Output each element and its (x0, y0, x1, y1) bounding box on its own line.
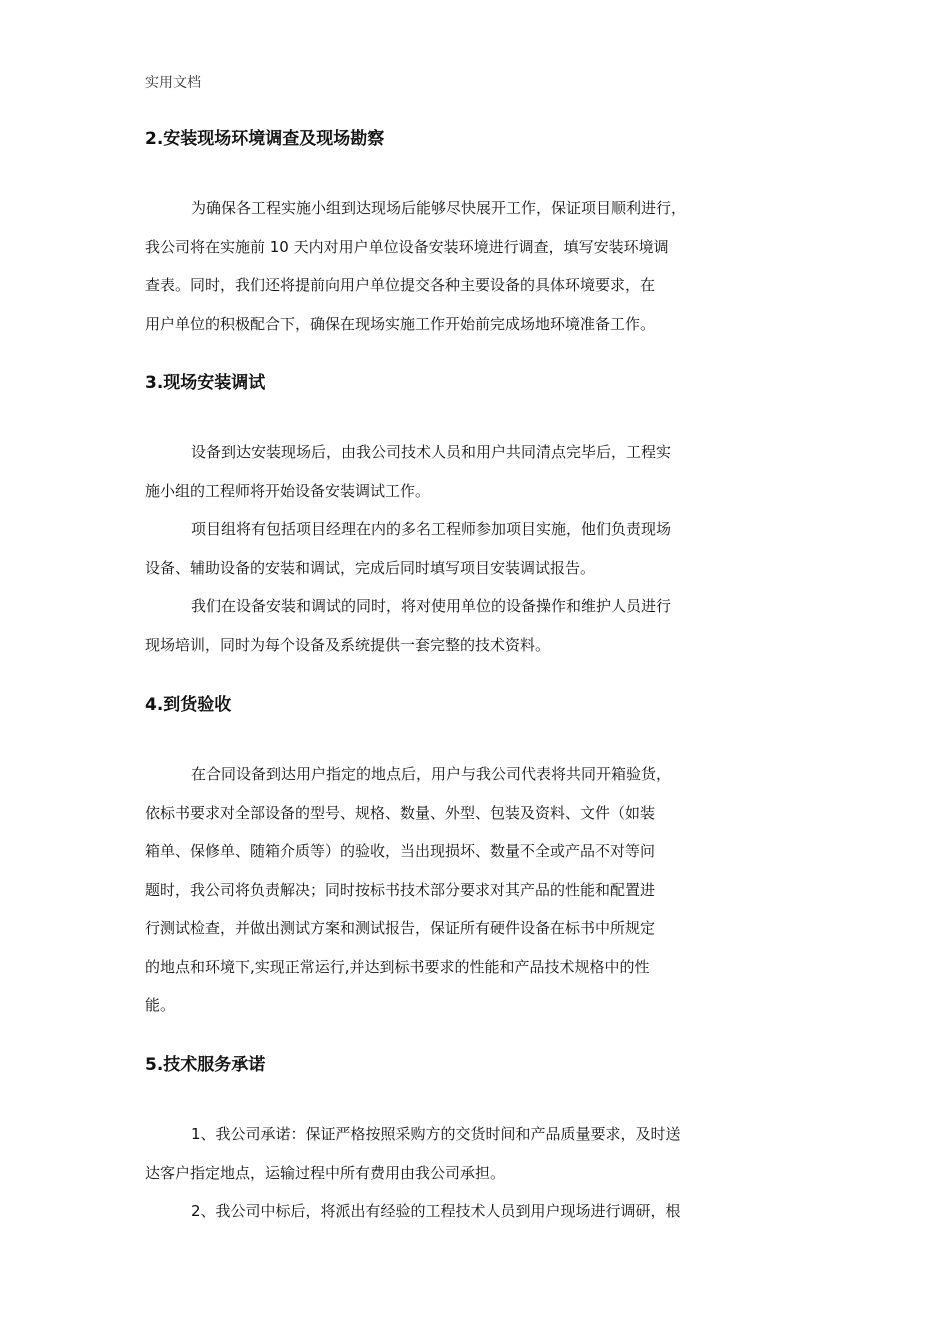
text-line: 能。 (145, 996, 176, 1014)
paragraph-site-survey (145, 189, 807, 343)
section-title-installation: 3.现场安装调试 (145, 373, 266, 393)
paragraph-acceptance (145, 755, 807, 1025)
text-line: 查表。同时，我们还将提前向用户单位提交各种主要设备的具体环境要求，在 (145, 276, 656, 294)
section-title-service-commitment: 5.技术服务承诺 (145, 1055, 266, 1075)
text-line: 现场培训，同时为每个设备及系统提供一套完整的技术资料。 (145, 635, 551, 654)
section-title-site-survey: 2.安装现场环境调查及现场勘察 (145, 129, 385, 149)
paragraph-installation-2 (145, 510, 807, 587)
page-header-label: 实用文档 (145, 75, 201, 91)
text-line: 施小组的工程师将开始设备安装调试工作。 (145, 481, 431, 500)
text-line: 设备、辅助设备的安装和调试，完成后同时填写项目安装调试报告。 (145, 558, 596, 577)
section-title-acceptance: 4.到货验收 (145, 695, 232, 715)
text-line: 达客户指定地点，运输过程中所有费用由我公司承担。 (145, 1163, 506, 1182)
text-line: 箱单、保修单、随箱介质等）的验收，当出现损坏、数量不全或产品不对等问 (145, 842, 656, 860)
text-line: 2、我公司中标后，将派出有经验的工程技术人员到用户现场进行调研，根 (191, 1202, 681, 1220)
paragraph-installation-3 (145, 587, 807, 664)
text-line: 用户单位的积极配合下，确保在现场实施工作开始前完成场地环境准备工作。 (145, 314, 656, 333)
text-line: 依标书要求对全部设备的型号、规格、数量、外型、包装及资料、文件（如装 (145, 803, 656, 822)
text-line: 的地点和环境下,实现正常运行,并达到标书要求的性能和产品技术规格中的性 (145, 957, 650, 976)
text-line: 我公司将在实施前 10 天内对用户单位设备安装环境进行调查，填写安装环境调 (145, 237, 669, 256)
text-line: 设备到达安装现场后，由我公司技术人员和用户共同清点完毕后，工程实 (191, 443, 672, 461)
text-line: 我们在设备安装和调试的同时，将对使用单位的设备操作和维护人员进行 (191, 597, 672, 615)
text-line: 在合同设备到达用户指定的地点后，用户与我公司代表将共同开箱验货， (191, 765, 672, 783)
text-line: 行测试检查，并做出测试方案和测试报告，保证所有硬件设备在标书中所规定 (145, 919, 656, 937)
paragraph-commitment-1 (145, 1115, 807, 1192)
text-line: 1、我公司承诺：保证严格按照采购方的交货时间和产品质量要求，及时送 (191, 1125, 681, 1143)
text-line: 项目组将有包括项目经理在内的多名工程师参加项目实施，他们负责现场 (191, 520, 672, 538)
paragraph-commitment-2 (145, 1192, 807, 1231)
paragraph-installation-1 (145, 433, 807, 510)
text-line: 为确保各工程实施小组到达现场后能够尽快展开工作，保证项目顺利进行， (191, 199, 687, 217)
text-line: 题时，我公司将负责解决；同时按标书技术部分要求对其产品的性能和配置进 (145, 880, 656, 899)
